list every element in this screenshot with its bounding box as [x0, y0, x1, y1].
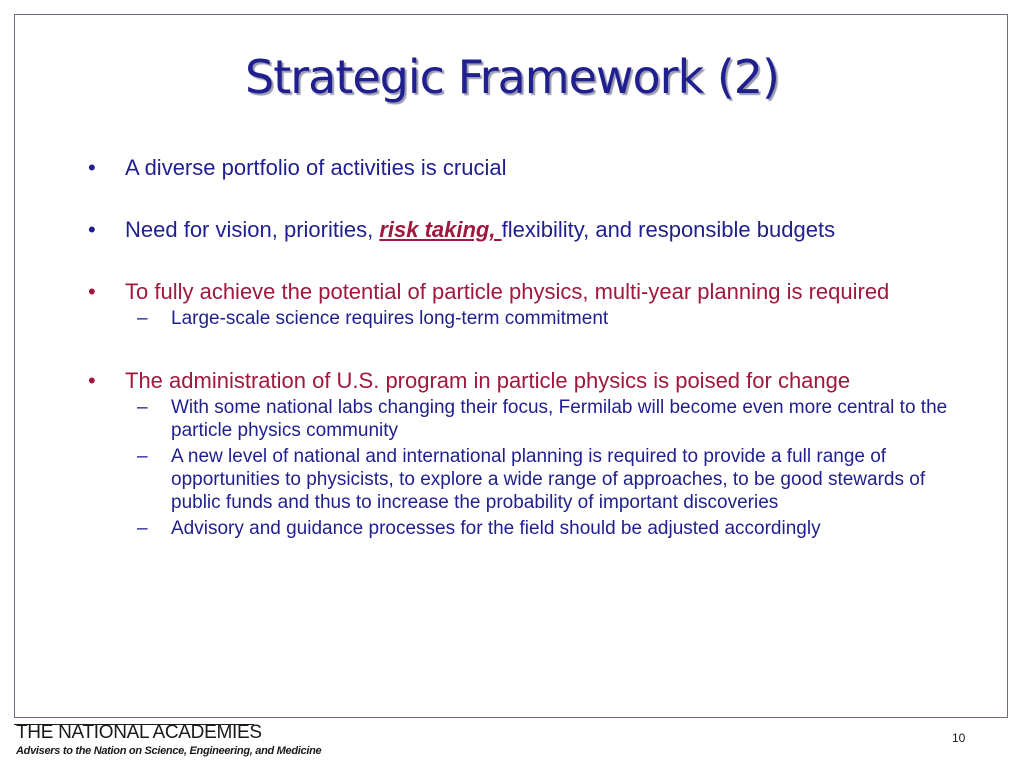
sub-bullet [137, 517, 948, 540]
sub-bullet-marker: – [137, 308, 148, 329]
bullet-text [125, 217, 835, 242]
slide-title: Strategic Framework (2) [245, 50, 779, 104]
sub-list-planning [88, 307, 948, 330]
sub-bullet-marker: – [137, 446, 148, 467]
slide-body [88, 155, 948, 543]
bullet-text-end: flexibility, and responsible budgets [501, 217, 836, 242]
bullet-multi-year-planning [88, 279, 948, 304]
page-number: 10 [952, 731, 966, 745]
bullet-marker: • [88, 368, 96, 393]
organization-logo-name: THE NATIONAL ACADEMIES [16, 722, 262, 743]
sub-bullet-text: A new level of national and international planning is required to provide a full range of opportunities to physicists, to explore a wide range of approaches, to be good stewards of public funds and thus to increase the probability of important discoveries [171, 446, 926, 513]
sub-bullet [137, 396, 948, 442]
organization-tagline: Advisers to the Nation on Science, Engineering, and Medicine [16, 745, 322, 757]
sub-bullet-text: Large-scale science requires long-term commitment [171, 308, 609, 329]
sub-bullet [137, 445, 948, 514]
bullet-vision [88, 217, 948, 242]
bullet-text: The administration of U.S. program in particle physics is poised for change [125, 368, 851, 393]
sub-bullet-text: With some national labs changing their focus, Fermilab will become even more central to the particle physics community [171, 397, 948, 441]
bullet-administration [88, 368, 948, 393]
risk-taking-emphasis: risk taking, [379, 217, 502, 242]
sub-bullet-text: Advisory and guidance processes for the field should be adjusted accordingly [171, 518, 821, 539]
sub-bullet-marker: – [137, 397, 148, 418]
bullet-text: To fully achieve the potential of particle physics, multi-year planning is required [125, 279, 890, 304]
bullet-marker: • [88, 217, 96, 242]
sub-list-administration [88, 396, 948, 540]
sub-bullet-marker: – [137, 518, 148, 539]
sub-bullet [137, 307, 948, 330]
bullet-text-start: Need for vision, priorities, [125, 217, 380, 242]
bullet-marker: • [88, 155, 96, 180]
bullet-marker: • [88, 279, 96, 304]
bullet-text: A diverse portfolio of activities is crucial [125, 155, 507, 180]
bullet-portfolio [88, 155, 948, 180]
